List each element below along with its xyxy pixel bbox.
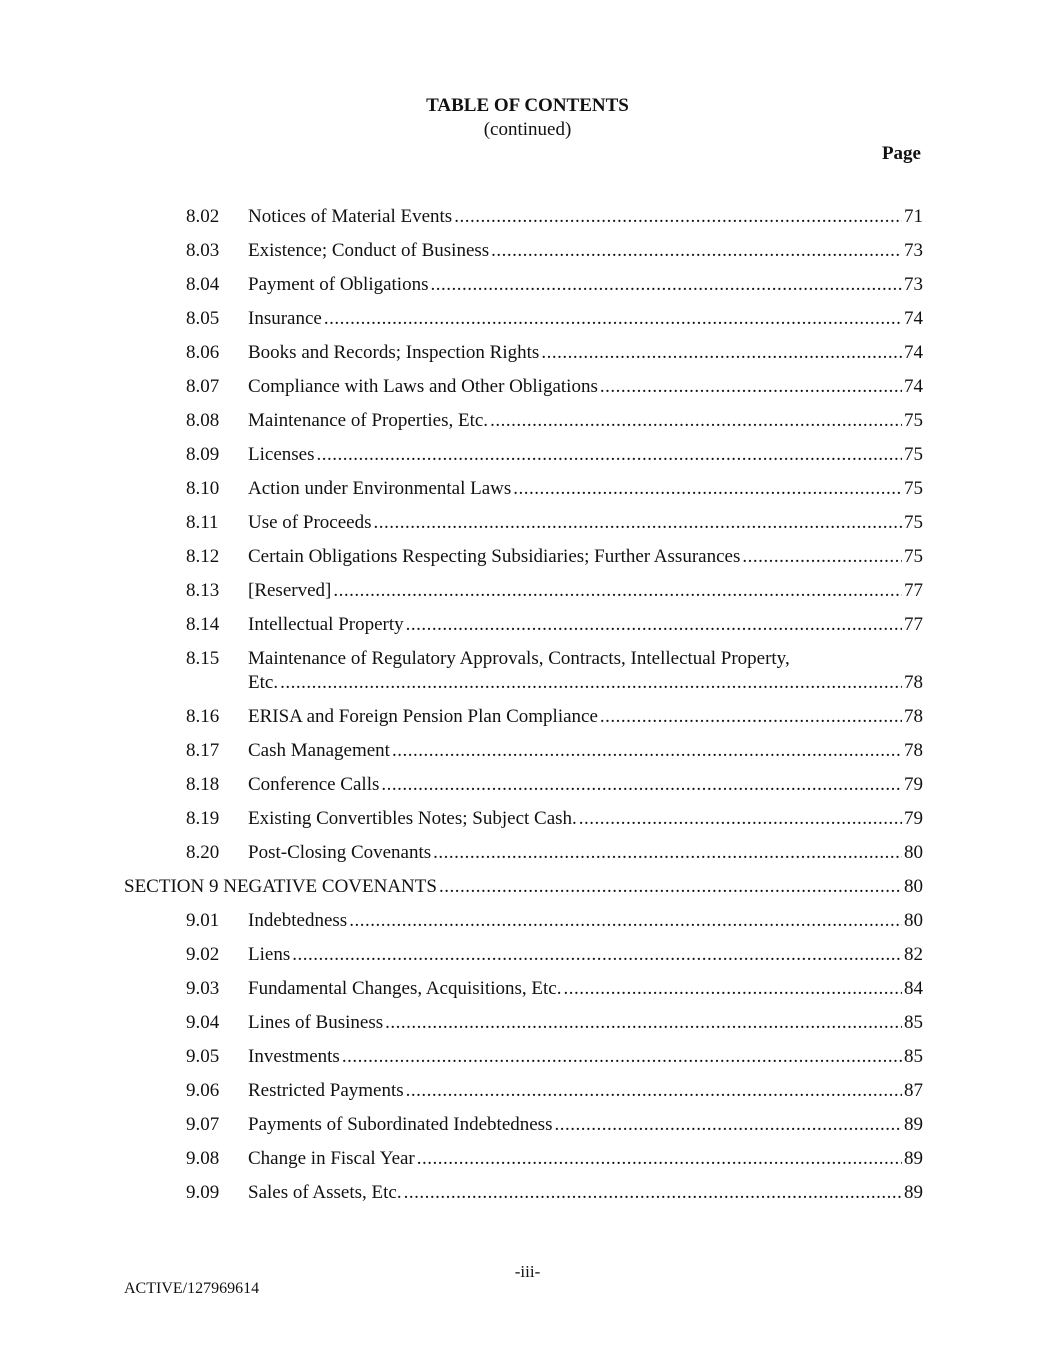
toc-entry xyxy=(248,273,923,297)
dot-leader xyxy=(342,1045,902,1069)
toc-entry-label: [Reserved] xyxy=(248,580,332,601)
toc-entry-number: 8.20 xyxy=(186,842,220,863)
toc-entry xyxy=(248,239,923,263)
toc-entry-row xyxy=(0,409,1055,443)
dot-leader xyxy=(513,477,902,501)
toc-entry xyxy=(248,841,923,865)
toc-entry-page: 74 xyxy=(904,376,923,397)
toc-entry-label: Liens xyxy=(248,944,291,965)
dot-leader xyxy=(439,875,902,899)
dot-leader xyxy=(417,1147,902,1171)
dot-leader xyxy=(292,943,902,967)
toc-entry-label: Fundamental Changes, Acquisitions, Etc. xyxy=(248,978,562,999)
dot-leader xyxy=(333,579,902,603)
toc-entry-page: 80 xyxy=(904,910,923,931)
toc-entry xyxy=(248,1079,923,1103)
dot-leader xyxy=(600,705,902,729)
toc-entry xyxy=(248,1113,923,1137)
toc-entry-number: 8.17 xyxy=(186,740,220,761)
toc-entry-page: 78 xyxy=(904,740,923,761)
toc-entry-page: 71 xyxy=(904,206,923,227)
dot-leader xyxy=(579,807,902,831)
toc-entry-label: Sales of Assets, Etc. xyxy=(248,1182,402,1203)
toc-entry xyxy=(248,807,923,831)
page-column-label: Page xyxy=(881,143,921,164)
toc-entry-row xyxy=(0,477,1055,511)
toc-entry-page: 80 xyxy=(904,876,923,897)
toc-entry-page: 89 xyxy=(904,1148,923,1169)
toc-entry-page: 77 xyxy=(904,614,923,635)
toc-entry xyxy=(124,875,923,899)
toc-entry-row xyxy=(0,1045,1055,1079)
toc-entry-row xyxy=(0,739,1055,773)
toc-entry-number: 8.12 xyxy=(186,546,220,567)
toc-entry-row xyxy=(0,307,1055,341)
toc-entry xyxy=(248,545,923,569)
toc-entry-label: Maintenance of Properties, Etc. xyxy=(248,410,489,431)
footer-page-number: -iii- xyxy=(514,1262,541,1281)
toc-entry-page: 75 xyxy=(904,512,923,533)
toc-entry-number: 9.04 xyxy=(186,1012,220,1033)
toc-entry-number: 8.03 xyxy=(186,240,220,261)
toc-entry xyxy=(248,943,923,967)
toc-entry-label: Change in Fiscal Year xyxy=(248,1148,415,1169)
toc-entry-page: 74 xyxy=(904,342,923,363)
toc-entry-number: 8.16 xyxy=(186,706,220,727)
toc-entry-page: 75 xyxy=(904,410,923,431)
dot-leader xyxy=(406,1079,902,1103)
toc-entry-label: Etc. xyxy=(248,672,279,693)
toc-entry-number: 8.05 xyxy=(186,308,220,329)
toc-entry-page: 87 xyxy=(904,1080,923,1101)
toc-entry-page: 78 xyxy=(904,672,923,693)
toc-entry-label: Lines of Business xyxy=(248,1012,384,1033)
toc-entry xyxy=(248,409,923,433)
toc-entry-row xyxy=(0,239,1055,273)
toc-entry xyxy=(248,739,923,763)
toc-entry-label: Cash Management xyxy=(248,740,390,761)
toc-entry-number: 8.19 xyxy=(186,808,220,829)
toc-entry-number: 9.07 xyxy=(186,1114,220,1135)
toc-entry-row xyxy=(0,443,1055,477)
toc-entry xyxy=(248,909,923,933)
toc-entry-row xyxy=(0,579,1055,613)
toc-entry-page: 89 xyxy=(904,1114,923,1135)
toc-entry-number: 8.08 xyxy=(186,410,220,431)
dot-leader xyxy=(316,443,902,467)
dot-leader xyxy=(381,773,902,797)
dot-leader xyxy=(385,1011,902,1035)
dot-leader xyxy=(491,239,902,263)
dot-leader xyxy=(600,375,902,399)
toc-entry-number: 9.01 xyxy=(186,910,220,931)
toc-entry-page: 85 xyxy=(904,1012,923,1033)
toc-entry-number: 8.04 xyxy=(186,274,220,295)
toc-list xyxy=(0,205,1055,1215)
dot-leader xyxy=(430,273,902,297)
toc-entry-label: Post-Closing Covenants xyxy=(248,842,432,863)
toc-entry-number: 8.10 xyxy=(186,478,220,499)
toc-entry-number: 8.15 xyxy=(186,648,220,669)
toc-entry xyxy=(248,613,923,637)
toc-entry-label: Insurance xyxy=(248,308,322,329)
toc-entry xyxy=(248,1011,923,1035)
toc-entry-label: Notices of Material Events xyxy=(248,206,453,227)
toc-entry-label: Action under Environmental Laws xyxy=(248,478,512,499)
dot-leader xyxy=(541,341,902,365)
toc-entry-number: 8.13 xyxy=(186,580,220,601)
toc-entry-row xyxy=(0,773,1055,807)
toc-entry xyxy=(248,579,923,603)
toc-entry-page: 79 xyxy=(904,808,923,829)
dot-leader xyxy=(563,977,902,1001)
toc-entry-page: 79 xyxy=(904,774,923,795)
dot-leader xyxy=(280,671,902,695)
toc-entry xyxy=(248,1147,923,1171)
toc-entry-row xyxy=(0,1113,1055,1147)
toc-entry-page: 74 xyxy=(904,308,923,329)
toc-entry xyxy=(248,205,923,229)
toc-entry-number: 8.18 xyxy=(186,774,220,795)
toc-entry xyxy=(248,307,923,331)
toc-entry-row xyxy=(0,807,1055,841)
toc-entry-row xyxy=(0,273,1055,307)
dot-leader xyxy=(324,307,902,331)
toc-entry-page: 73 xyxy=(904,240,923,261)
toc-entry-row xyxy=(0,943,1055,977)
toc-entry-number: 9.06 xyxy=(186,1080,220,1101)
toc-entry-label: Existence; Conduct of Business xyxy=(248,240,490,261)
toc-entry-row xyxy=(0,375,1055,409)
toc-entry-row xyxy=(0,613,1055,647)
toc-subtitle: (continued) xyxy=(483,119,572,140)
toc-entry-label: Investments xyxy=(248,1046,340,1067)
toc-entry-label: Compliance with Laws and Other Obligations xyxy=(248,376,598,397)
toc-entry-label: Licenses xyxy=(248,444,315,465)
toc-entry-row xyxy=(0,705,1055,739)
toc-entry xyxy=(248,977,923,1001)
toc-entry-label: ERISA and Foreign Pension Plan Compliance xyxy=(248,706,598,727)
toc-entry-page: 75 xyxy=(904,444,923,465)
toc-entry-label: Books and Records; Inspection Rights xyxy=(248,342,540,363)
toc-entry-label: Certain Obligations Respecting Subsidiaries; Further Assurances xyxy=(248,546,741,567)
toc-entry xyxy=(248,1181,923,1205)
toc-entry-row xyxy=(0,511,1055,545)
toc-entry xyxy=(248,477,923,501)
toc-entry-number: 8.09 xyxy=(186,444,220,465)
toc-entry xyxy=(248,1045,923,1069)
toc-title: TABLE OF CONTENTS xyxy=(426,95,629,116)
toc-entry-label: Conference Calls xyxy=(248,774,380,795)
toc-entry-number: 9.08 xyxy=(186,1148,220,1169)
toc-entry-label: Indebtedness xyxy=(248,910,348,931)
toc-entry-number: 9.02 xyxy=(186,944,220,965)
dot-leader xyxy=(490,409,902,433)
toc-section-row xyxy=(0,875,1055,909)
toc-entry-row xyxy=(0,205,1055,239)
toc-entry-page: 89 xyxy=(904,1182,923,1203)
toc-entry-row xyxy=(0,1147,1055,1181)
toc-entry-row xyxy=(0,1181,1055,1215)
dot-leader xyxy=(433,841,902,865)
toc-entry-page: 78 xyxy=(904,706,923,727)
toc-entry xyxy=(248,375,923,399)
toc-entry-number: 9.05 xyxy=(186,1046,220,1067)
toc-entry-row xyxy=(0,647,1055,705)
toc-entry-page: 84 xyxy=(904,978,923,999)
toc-entry-page: 85 xyxy=(904,1046,923,1067)
toc-section-label: SECTION 9 NEGATIVE COVENANTS xyxy=(124,876,437,897)
toc-entry xyxy=(248,511,923,535)
toc-entry xyxy=(248,443,923,467)
toc-entry-row xyxy=(0,1011,1055,1045)
toc-entry-page: 75 xyxy=(904,546,923,567)
toc-entry-row xyxy=(0,977,1055,1011)
toc-entry-number: 8.11 xyxy=(186,512,219,533)
dot-leader xyxy=(404,1181,902,1205)
toc-entry-label: Payment of Obligations xyxy=(248,274,429,295)
dot-leader xyxy=(392,739,902,763)
toc-entry-page: 80 xyxy=(904,842,923,863)
toc-entry-row xyxy=(0,1079,1055,1113)
toc-entry-number: 9.03 xyxy=(186,978,220,999)
toc-entry xyxy=(248,705,923,729)
dot-leader xyxy=(349,909,902,933)
toc-entry xyxy=(248,671,923,695)
document-id: ACTIVE/127969614 xyxy=(124,1280,260,1297)
toc-entry-row xyxy=(0,545,1055,579)
toc-entry-label: Existing Convertibles Notes; Subject Cash. xyxy=(248,808,577,829)
toc-entry-number: 8.06 xyxy=(186,342,220,363)
toc-entry-row xyxy=(0,841,1055,875)
dot-leader xyxy=(406,613,902,637)
toc-entry-label: Use of Proceeds xyxy=(248,512,372,533)
toc-entry-label: Intellectual Property xyxy=(248,614,404,635)
dot-leader xyxy=(373,511,902,535)
toc-entry-label: Payments of Subordinated Indebtedness xyxy=(248,1114,553,1135)
toc-entry-page: 75 xyxy=(904,478,923,499)
toc-entry xyxy=(248,341,923,365)
toc-entry-row xyxy=(0,909,1055,943)
dot-leader xyxy=(454,205,902,229)
dot-leader xyxy=(742,545,902,569)
toc-entry-label: Restricted Payments xyxy=(248,1080,404,1101)
toc-entry-number: 8.02 xyxy=(186,206,220,227)
toc-entry-row xyxy=(0,341,1055,375)
toc-entry xyxy=(248,773,923,797)
toc-entry-label-line1: Maintenance of Regulatory Approvals, Contracts, Intellectual Property, xyxy=(248,648,790,669)
toc-entry-page: 77 xyxy=(904,580,923,601)
dot-leader xyxy=(554,1113,902,1137)
toc-entry-page: 82 xyxy=(904,944,923,965)
toc-entry-number: 8.14 xyxy=(186,614,220,635)
toc-entry-page: 73 xyxy=(904,274,923,295)
toc-entry-number: 8.07 xyxy=(186,376,220,397)
toc-entry-number: 9.09 xyxy=(186,1182,220,1203)
